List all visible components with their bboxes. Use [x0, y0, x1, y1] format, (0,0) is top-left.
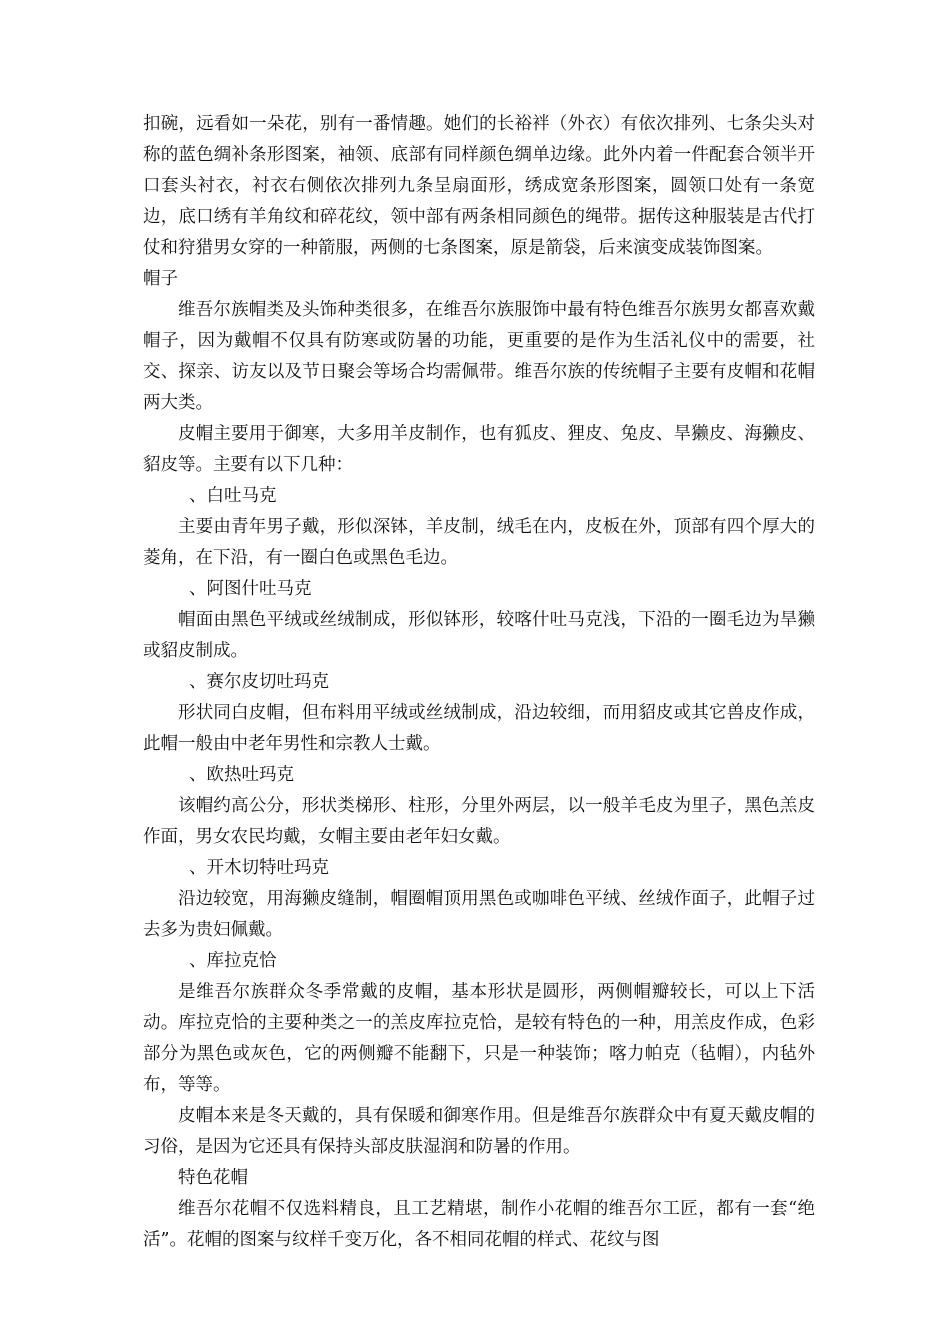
item-heading-kulakeqia: 、库拉克恰	[189, 951, 277, 971]
document-page	[143, 109, 815, 1256]
paragraph-kaimuqiete-tumake: 沿边较宽，用海獭皮缝制，帽圈帽顶用黑色或咖啡色平绒、丝绒作面子，此帽子过去多为贵妇佩戴。	[143, 889, 815, 940]
section-heading-flower-caps: 特色花帽	[178, 1168, 248, 1188]
paragraph-flower-caps: 维吾尔花帽不仅选料精良，且工艺精堪，制作小花帽的维吾尔工匠，都有一套“绝活”。花帽的图案与纹样千变万化，各不相同花帽的样式、花纹与图	[143, 1199, 815, 1250]
paragraph-hats-intro: 维吾尔族帽类及头饰种类很多，在维吾尔族服饰中最有特色维吾尔族男女都喜欢戴帽子，因为戴帽不仅具有防寒或防暑的功能，更重要的是作为生活礼仪中的需要，社交、探亲、访友以及节日聚会等场合均需佩带。维吾尔族的传统帽子主要有皮帽和花帽两大类。	[143, 300, 815, 413]
paragraph-atushi-tumake: 帽面由黑色平绒或丝绒制成，形似钵形，较喀什吐马克浅，下沿的一圈毛边为旱獭或貂皮制成。	[143, 610, 815, 661]
item-heading-bai-tumake: 、白吐马克	[189, 486, 277, 506]
paragraph-summer-fur-hats: 皮帽本来是冬天戴的，具有保暖和御寒作用。但是维吾尔族群众中有夏天戴皮帽的习俗，是因为它还具有保持头部皮肤湿润和防暑的作用。	[143, 1106, 815, 1157]
item-heading-atushi-tumake: 、阿图什吐马克	[189, 579, 312, 599]
paragraph-bai-tumake: 主要由青年男子戴，形似深钵，羊皮制，绒毛在内，皮板在外，顶部有四个厚大的菱角，在下沿，有一圈白色或黑色毛边。	[143, 517, 815, 568]
paragraph-saierpiqie-tumake: 形状同白皮帽，但布料用平绒或丝绒制成，沿边较细，而用貂皮或其它兽皮作成，此帽一般由中老年男性和宗教人士戴。	[143, 703, 815, 754]
item-heading-oure-tumake: 、欧热吐玛克	[189, 765, 294, 785]
section-heading-hats: 帽子	[143, 269, 178, 289]
item-heading-saierpiqie-tumake: 、赛尔皮切吐玛克	[189, 672, 329, 692]
paragraph-garment-description: 扣碗，远看如一朵花，别有一番情趣。她们的长裕袢（外衣）有依次排列、七条尖头对称的蓝色绸补条形图案，袖领、底部有同样颜色绸单边缘。此外内着一件配套合领半开口套头衬衣，衬衣右侧依次排列九条呈扇面形，绣成宽条形图案，圆领口处有一条宽边，底口绣有羊角纹和碎花纹，领中部有两条相同颜色的绳带。据传这种服装是古代打仗和狩猎男女穿的一种箭服，两侧的七条图案，原是箭袋，后来演变成装饰图案。	[143, 114, 815, 258]
paragraph-kulakeqia: 是维吾尔族群众冬季常戴的皮帽，基本形状是圆形，两侧帽瓣较长，可以上下活动。库拉克恰的主要种类之一的羔皮库拉克恰，是较有特色的一种，用羔皮作成，色彩部分为黑色或灰色，它的两侧瓣不能翻下，只是一种装饰；喀力帕克（毡帽），内毡外布，等等。	[143, 982, 815, 1095]
paragraph-oure-tumake: 该帽约高公分，形状类梯形、柱形，分里外两层，以一般羊毛皮为里子，黑色羔皮作面，男女农民均戴，女帽主要由老年妇女戴。	[143, 796, 815, 847]
item-heading-kaimuqiete-tumake: 、开木切特吐玛克	[189, 858, 329, 878]
paragraph-fur-hats: 皮帽主要用于御寒，大多用羊皮制作，也有狐皮、狸皮、兔皮、旱獭皮、海獭皮、貂皮等。主要有以下几种：	[143, 424, 815, 475]
